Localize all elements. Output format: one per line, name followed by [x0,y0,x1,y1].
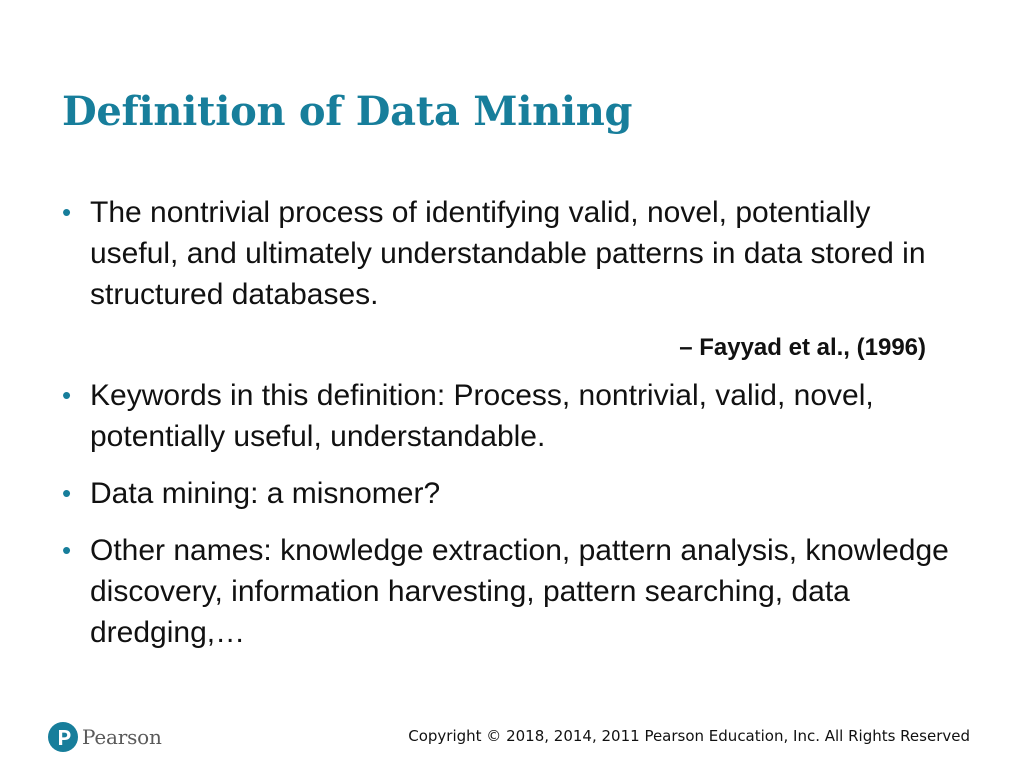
bullet-text: Data mining: a misnomer? [90,477,441,510]
pearson-logo [48,722,162,752]
bullet-marker: • [62,197,72,227]
bullet-item [62,530,962,653]
bullet-marker: • [62,380,72,410]
bullet-item [62,473,962,514]
slide-footer [0,718,1024,758]
slide-title: Definition of Data Mining [62,88,633,135]
bullet-item [62,375,962,457]
copyright-notice: Copyright © 2018, 2014, 2011 Pearson Education, Inc. All Rights Reserved [408,727,970,745]
bullet-marker: • [62,535,72,565]
pearson-logo-icon [48,722,78,752]
bullet-text: The nontrivial process of identifying valid, novel, potentially useful, and ultimately understandable patterns in data stored in structured databases. [90,196,926,311]
bullet-text: Keywords in this definition: Process, nontrivial, valid, novel, potentially useful, understandable. [90,379,874,453]
bullet-text: Other names: knowledge extraction, pattern analysis, knowledge discovery, information harvesting, pattern searching, data dredging,… [90,534,949,649]
bullet-list [62,192,962,653]
attribution: – Fayyad et al., (1996) [679,334,926,361]
bullet-marker: • [62,478,72,508]
bullet-item [62,192,962,315]
pearson-logo-text: Pearson [82,725,162,749]
